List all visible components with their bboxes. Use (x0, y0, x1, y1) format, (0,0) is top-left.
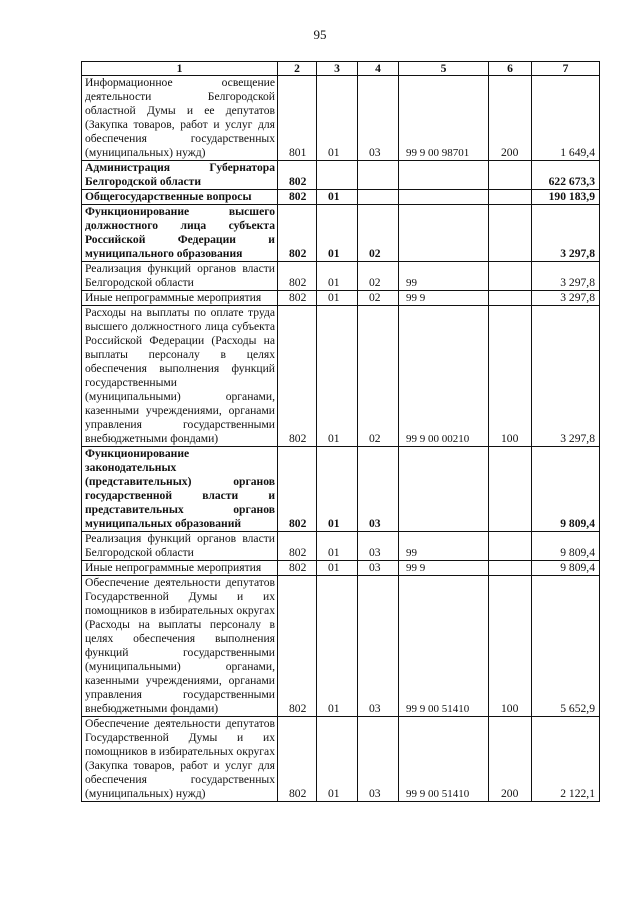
table-row (82, 262, 600, 291)
table-row (82, 205, 600, 262)
row-section-code: 01 (317, 190, 358, 205)
row-expense-type: 100 (489, 576, 532, 717)
column-header: 3 (317, 62, 358, 76)
row-section-code (317, 161, 358, 190)
row-description: Функционирование законодательных (представительных) органов государственной власти и представительных органов муниципальных образований (82, 447, 278, 532)
row-amount: 2 122,1 (532, 717, 600, 802)
row-amount: 9 809,4 (532, 561, 600, 576)
row-subsection-code: 03 (358, 76, 399, 161)
row-description: Обеспечение деятельности депутатов Государственной Думы и их помощников в избирательных округах (Закупка товаров, работ и услуг для обеспечения государственных (муниципальных) нужд) (82, 717, 278, 802)
row-section-code: 01 (317, 205, 358, 262)
row-ministry-code: 802 (278, 190, 317, 205)
row-ministry-code: 802 (278, 291, 317, 306)
row-target-article: 99 9 00 00210 (399, 306, 489, 447)
row-description: Администрация Губернатора Белгородской области (82, 161, 278, 190)
column-header: 7 (532, 62, 600, 76)
row-description: Иные непрограммные мероприятия (82, 291, 278, 306)
row-target-article: 99 9 00 98701 (399, 76, 489, 161)
row-subsection-code: 02 (358, 291, 399, 306)
row-amount: 3 297,8 (532, 262, 600, 291)
row-section-code: 01 (317, 76, 358, 161)
row-description: Реализация функций органов власти Белгородской области (82, 262, 278, 291)
row-target-article: 99 9 (399, 291, 489, 306)
row-expense-type: 200 (489, 717, 532, 802)
row-description: Функционирование высшего должностного лица субъекта Российской Федерации и муниципального образования (82, 205, 278, 262)
row-target-article: 99 9 (399, 561, 489, 576)
row-target-article: 99 (399, 262, 489, 291)
row-target-article (399, 447, 489, 532)
row-section-code: 01 (317, 262, 358, 291)
row-subsection-code: 03 (358, 532, 399, 561)
row-expense-type (489, 532, 532, 561)
row-ministry-code: 802 (278, 306, 317, 447)
row-subsection-code: 02 (358, 306, 399, 447)
row-target-article (399, 205, 489, 262)
row-subsection-code (358, 161, 399, 190)
row-ministry-code: 802 (278, 532, 317, 561)
table-row (82, 76, 600, 161)
row-subsection-code: 03 (358, 447, 399, 532)
row-amount: 9 809,4 (532, 532, 600, 561)
table-row (82, 447, 600, 532)
table-row (82, 161, 600, 190)
row-amount: 1 649,4 (532, 76, 600, 161)
row-expense-type (489, 447, 532, 532)
table-row (82, 532, 600, 561)
row-section-code: 01 (317, 291, 358, 306)
row-expense-type (489, 161, 532, 190)
row-expense-type (489, 205, 532, 262)
column-header: 5 (399, 62, 489, 76)
table-body (82, 76, 600, 802)
row-ministry-code: 802 (278, 262, 317, 291)
table-row (82, 190, 600, 205)
row-ministry-code: 801 (278, 76, 317, 161)
row-ministry-code: 802 (278, 447, 317, 532)
table-row (82, 306, 600, 447)
row-subsection-code: 03 (358, 561, 399, 576)
row-subsection-code: 03 (358, 576, 399, 717)
row-description: Реализация функций органов власти Белгородской области (82, 532, 278, 561)
page-number: 95 (313, 27, 327, 42)
table-header-row (82, 62, 600, 76)
row-expense-type (489, 561, 532, 576)
row-description: Иные непрограммные мероприятия (82, 561, 278, 576)
row-amount: 5 652,9 (532, 576, 600, 717)
row-section-code: 01 (317, 532, 358, 561)
row-description: Обеспечение деятельности депутатов Государственной Думы и их помощников в избирательных округах (Расходы на выплаты персоналу в целях обеспечения выполнения функций государственными (муниципальными) органами, казенными учреждениями, органами управления государственными внебюджетными фондами) (82, 576, 278, 717)
row-ministry-code: 802 (278, 717, 317, 802)
row-target-article: 99 (399, 532, 489, 561)
row-expense-type: 200 (489, 76, 532, 161)
table-row (82, 576, 600, 717)
row-section-code: 01 (317, 576, 358, 717)
row-amount: 3 297,8 (532, 205, 600, 262)
row-expense-type: 100 (489, 306, 532, 447)
row-subsection-code: 03 (358, 717, 399, 802)
row-expense-type (489, 262, 532, 291)
row-ministry-code: 802 (278, 561, 317, 576)
row-subsection-code (358, 190, 399, 205)
budget-table (81, 61, 600, 802)
row-target-article: 99 9 00 51410 (399, 717, 489, 802)
row-section-code: 01 (317, 447, 358, 532)
row-description: Общегосударственные вопросы (82, 190, 278, 205)
row-section-code: 01 (317, 561, 358, 576)
row-subsection-code: 02 (358, 262, 399, 291)
column-header: 2 (278, 62, 317, 76)
row-amount: 622 673,3 (532, 161, 600, 190)
table-row (82, 291, 600, 306)
column-header: 6 (489, 62, 532, 76)
column-header: 1 (82, 62, 278, 76)
row-ministry-code: 802 (278, 205, 317, 262)
row-section-code: 01 (317, 717, 358, 802)
column-header: 4 (358, 62, 399, 76)
row-amount: 3 297,8 (532, 306, 600, 447)
row-description: Информационное освещение деятельности Белгородской областной Думы и ее депутатов (Закупка товаров, работ и услуг для обеспечения государственных (муниципальных) нужд) (82, 76, 278, 161)
row-amount: 190 183,9 (532, 190, 600, 205)
row-expense-type (489, 291, 532, 306)
row-subsection-code: 02 (358, 205, 399, 262)
table-row (82, 717, 600, 802)
table-row (82, 561, 600, 576)
row-ministry-code: 802 (278, 576, 317, 717)
row-amount: 9 809,4 (532, 447, 600, 532)
row-section-code: 01 (317, 306, 358, 447)
row-target-article (399, 190, 489, 205)
row-expense-type (489, 190, 532, 205)
row-ministry-code: 802 (278, 161, 317, 190)
row-target-article (399, 161, 489, 190)
row-target-article: 99 9 00 51410 (399, 576, 489, 717)
row-amount: 3 297,8 (532, 291, 600, 306)
row-description: Расходы на выплаты по оплате труда высшего должностного лица субъекта Российской Федерации (Расходы на выплаты персоналу в целях обеспечения выполнения функций государственными (муниципальными) органами, казенными учреждениями, органами управления государственными внебюджетными фондами) (82, 306, 278, 447)
